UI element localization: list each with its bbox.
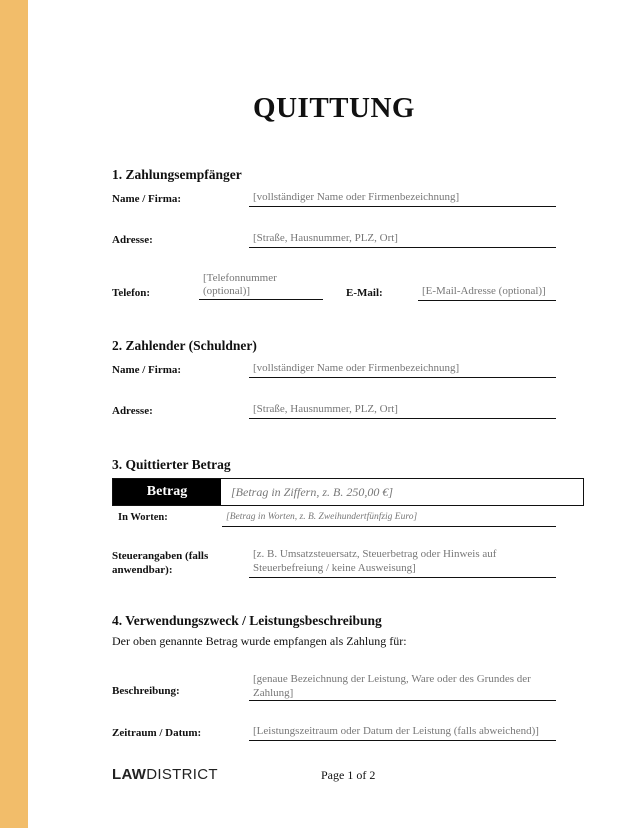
description-value-line1: [genaue Bezeichnung der Leistung, Ware oder des Grundes der [253, 673, 531, 685]
tax-label-line1: Steuerangaben (falls [112, 550, 209, 562]
logo-law: LAW [112, 766, 147, 783]
payee-phone-line2: (optional)] [203, 285, 251, 297]
lawdistrict-logo [112, 766, 218, 783]
tax-value-line1: [z. B. Umsatzsteuersatz, Steuerbetrag oder Hinweis auf [253, 548, 497, 560]
section-heading-purpose: 4. Verwendungszweck / Leistungsbeschreibung [112, 613, 382, 628]
section-heading-amount: 3. Quittierter Betrag [112, 457, 231, 472]
payee-name-field[interactable]: [vollständiger Name oder Firmenbezeichnung] [249, 190, 556, 207]
payee-phone-line1: [Telefonnummer [203, 272, 277, 284]
logo-district: DISTRICT [146, 766, 218, 783]
payee-email-field[interactable]: [E-Mail-Adresse (optional)] [418, 284, 556, 301]
payee-email-label: E-Mail: [346, 287, 383, 299]
description-value-line2: Zahlung] [253, 687, 294, 699]
payer-name-field[interactable]: [vollständiger Name oder Firmenbezeichnung] [249, 361, 556, 378]
amount-field[interactable]: [Betrag in Ziffern, z. B. 250,00 €] [231, 484, 394, 499]
purpose-intro: Der oben genannte Betrag wurde empfangen als Zahlung für: [112, 634, 407, 648]
amount-label: Betrag [113, 479, 221, 505]
amount-box [112, 478, 584, 506]
payer-name-label: Name / Firma: [112, 364, 182, 376]
payee-phone-label: Telefon: [112, 287, 151, 299]
description-field[interactable] [249, 672, 556, 701]
tax-label [112, 549, 208, 577]
payer-address-field[interactable]: [Straße, Hausnummer, PLZ, Ort] [249, 402, 556, 419]
section-heading-payer: 2. Zahlender (Schuldner) [112, 338, 257, 353]
page-number: Page 1 of 2 [321, 768, 376, 782]
amount-words-field[interactable]: [Betrag in Worten, z. B. Zweihundertfünfzig Euro] [222, 510, 556, 527]
document-page [28, 0, 640, 828]
period-field[interactable]: [Leistungszeitraum oder Datum der Leistung (falls abweichend)] [249, 724, 556, 741]
payee-name-label: Name / Firma: [112, 193, 182, 205]
tax-field[interactable] [249, 547, 556, 578]
section-heading-payee: 1. Zahlungsempfänger [112, 167, 242, 182]
description-label: Beschreibung: [112, 685, 180, 697]
payee-phone-field[interactable] [199, 272, 323, 300]
payee-address-field[interactable]: [Straße, Hausnummer, PLZ, Ort] [249, 231, 556, 248]
amount-words-label: In Worten: [118, 512, 168, 523]
tax-value-line2: Steuerbefreiung / keine Ausweisung] [253, 562, 416, 574]
period-label: Zeitraum / Datum: [112, 727, 202, 739]
tax-label-line2: anwendbar): [112, 564, 173, 576]
payee-address-label: Adresse: [112, 234, 153, 246]
document-title: QUITTUNG [253, 92, 415, 124]
decorative-side-bar [0, 0, 28, 828]
payer-address-label: Adresse: [112, 405, 153, 417]
